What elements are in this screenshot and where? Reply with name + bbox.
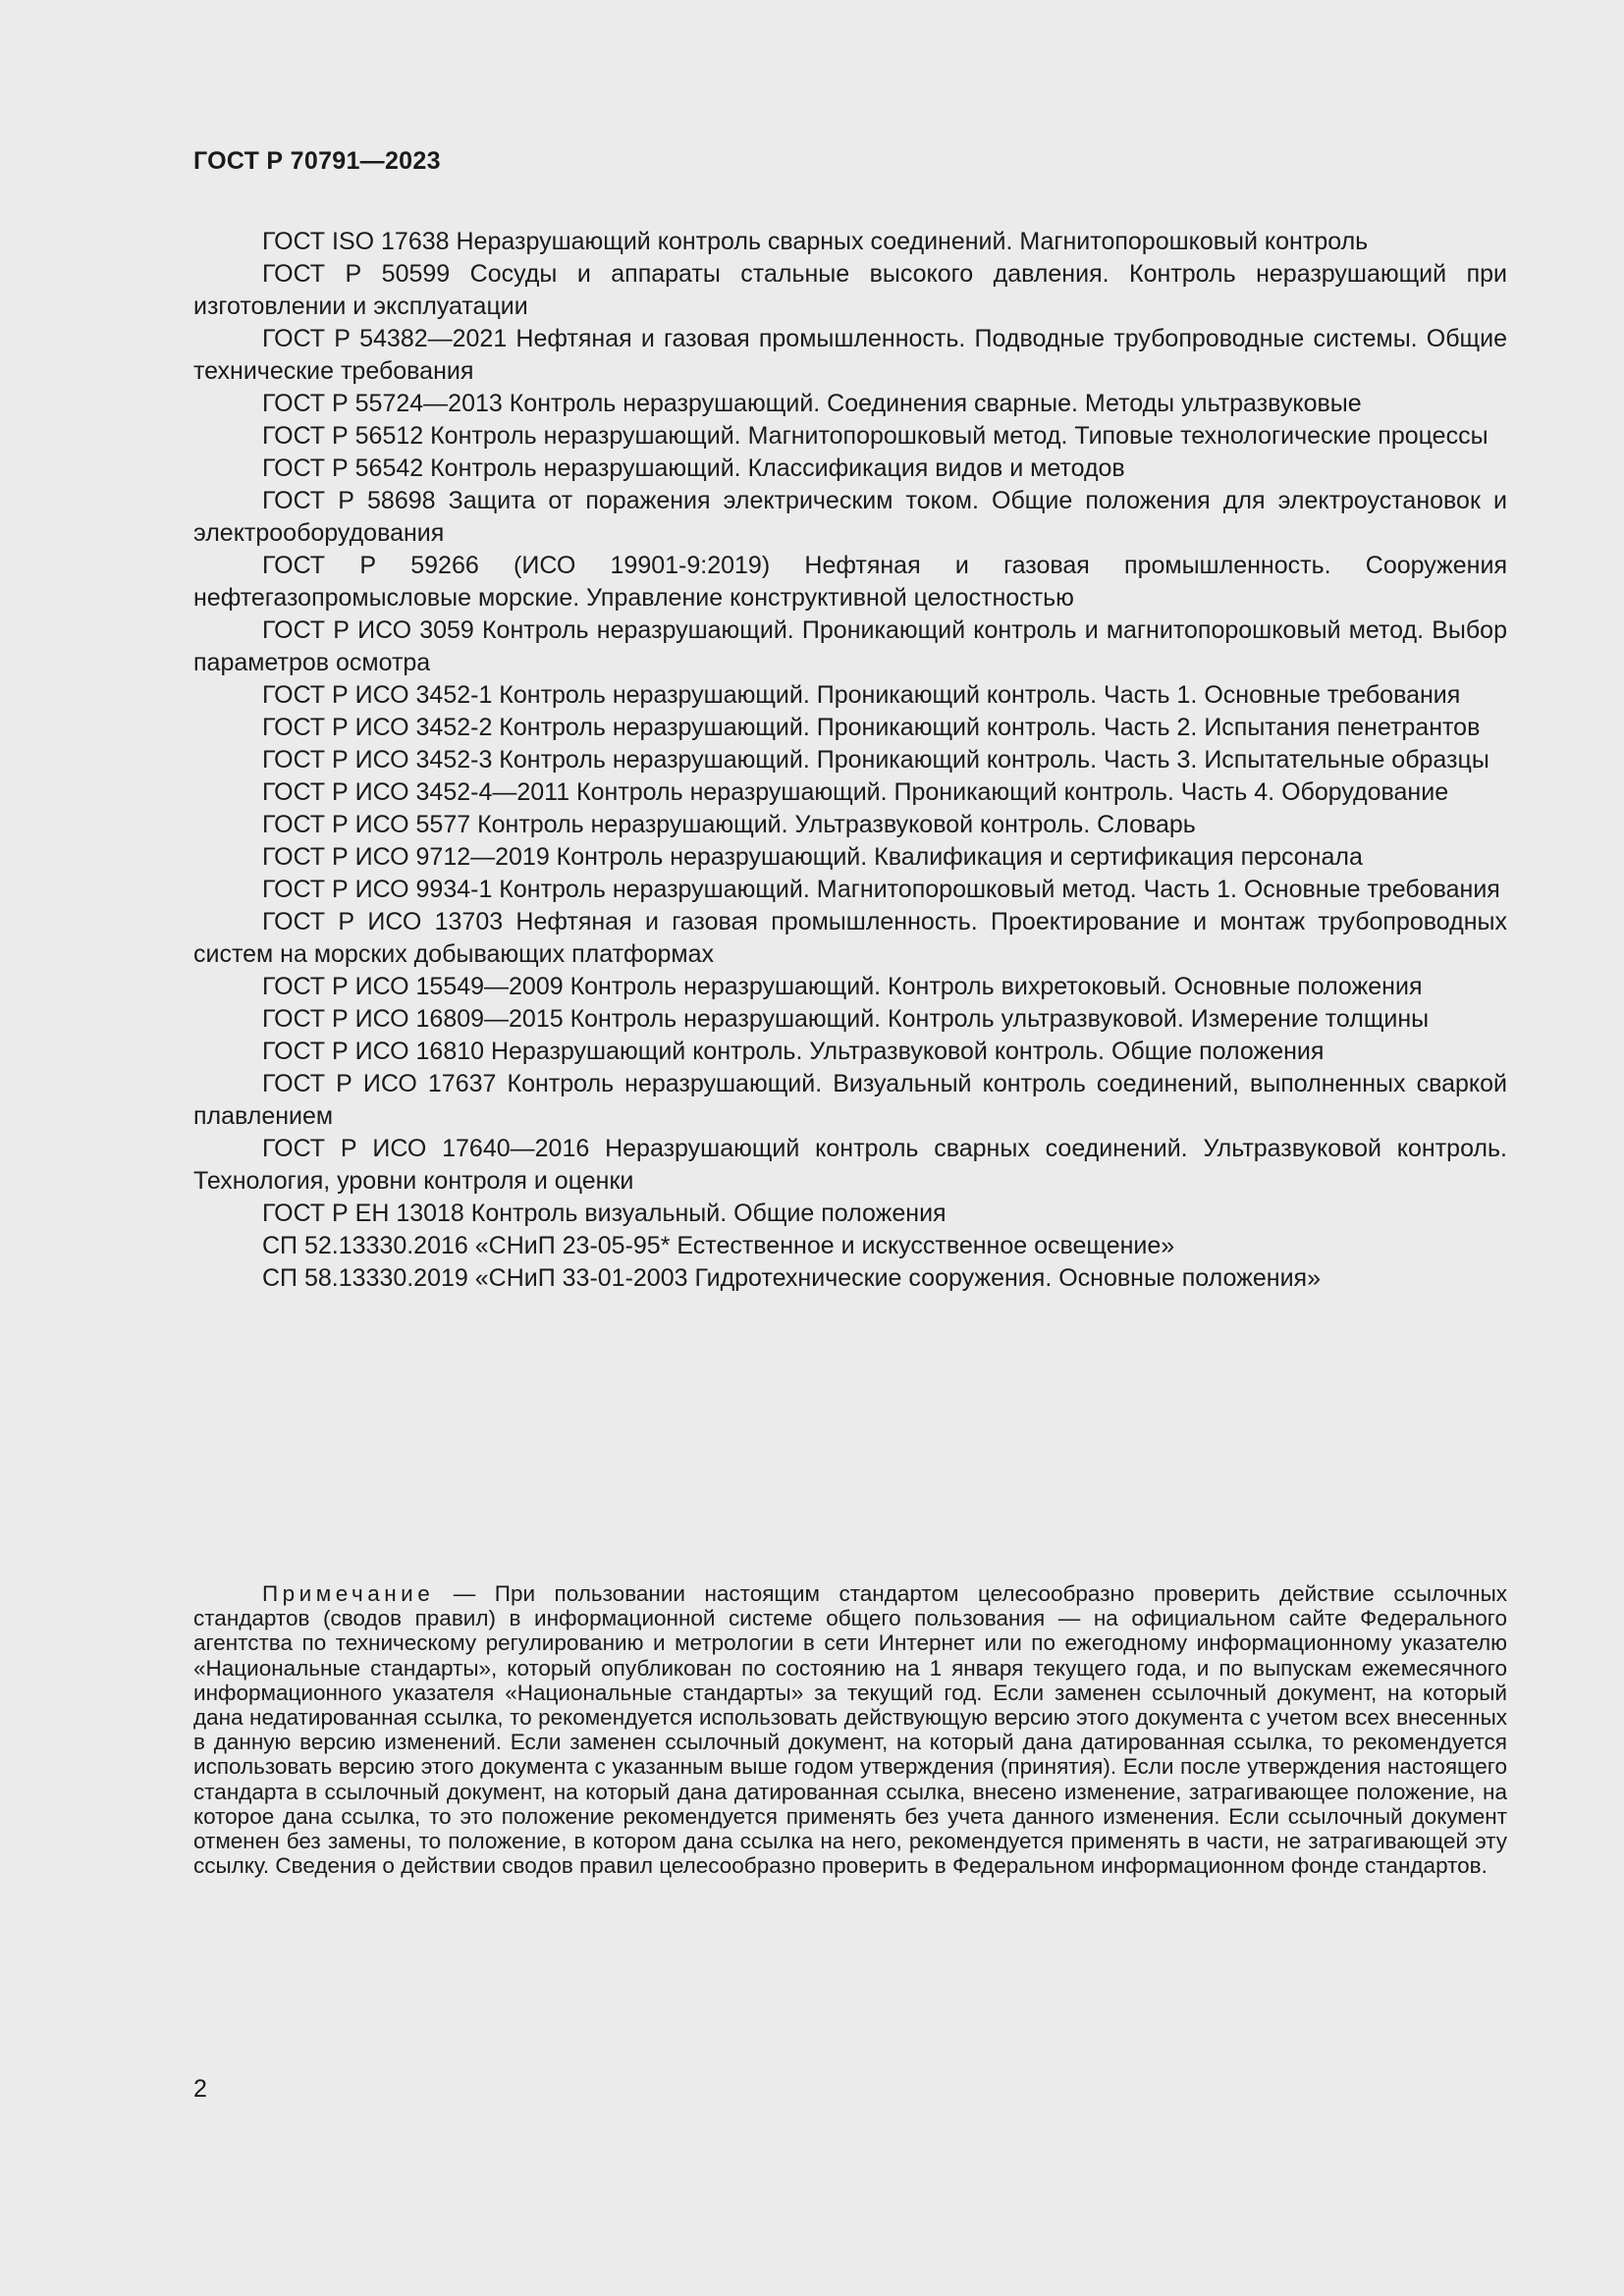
- reference-item: ГОСТ Р ИСО 9712—2019 Контроль неразрушающий. Квалификация и сертификация персонала: [262, 843, 1363, 871]
- reference-item: ГОСТ Р 54382—2021 Нефтяная и газовая промышленность. Подводные трубопроводные системы. Общие технические требования: [193, 325, 1507, 385]
- page-number: 2: [193, 2075, 207, 2103]
- reference-item: ГОСТ Р ИСО 13703 Нефтяная и газовая промышленность. Проектирование и монтаж трубопроводных систем на морских добывающих платформах: [193, 908, 1507, 968]
- normative-references-list: [193, 226, 1507, 1295]
- note-paragraph: [193, 1581, 1507, 1878]
- reference-item: ГОСТ Р 56542 Контроль неразрушающий. Классификация видов и методов: [262, 454, 1125, 482]
- reference-item: ГОСТ Р ИСО 3452-3 Контроль неразрушающий. Проникающий контроль. Часть 3. Испытательные образцы: [262, 746, 1489, 774]
- reference-item: ГОСТ Р ИСО 15549—2009 Контроль неразрушающий. Контроль вихретоковый. Основные положения: [262, 973, 1423, 1000]
- reference-item: ГОСТ Р ИСО 17637 Контроль неразрушающий. Визуальный контроль соединений, выполненных сваркой плавлением: [193, 1070, 1507, 1130]
- reference-item: ГОСТ Р ИСО 3452-4—2011 Контроль неразрушающий. Проникающий контроль. Часть 4. Оборудование: [262, 778, 1449, 806]
- reference-item: ГОСТ Р ИСО 5577 Контроль неразрушающий. Ультразвуковой контроль. Словарь: [262, 811, 1196, 838]
- reference-item: СП 52.13330.2016 «СНиП 23-05-95* Естественное и искусственное освещение»: [262, 1232, 1175, 1259]
- reference-item: ГОСТ Р 50599 Сосуды и аппараты стальные высокого давления. Контроль неразрушающий при изготовлении и эксплуатации: [193, 260, 1507, 320]
- document-designation: ГОСТ Р 70791—2023: [193, 147, 441, 175]
- reference-item: ГОСТ Р 58698 Защита от поражения электрическим током. Общие положения для электроустановок и электрооборудования: [193, 487, 1507, 547]
- reference-item: ГОСТ Р ИСО 9934-1 Контроль неразрушающий. Магнитопорошковый метод. Часть 1. Основные требования: [262, 876, 1500, 903]
- reference-item: ГОСТ Р 59266 (ИСО 19901-9:2019) Нефтяная и газовая промышленность. Сооружения нефтегазопромысловые морские. Управление конструктивной целостностью: [193, 552, 1507, 612]
- reference-item: ГОСТ Р ИСО 16810 Неразрушающий контроль. Ультразвуковой контроль. Общие положения: [262, 1038, 1325, 1065]
- reference-item: СП 58.13330.2019 «СНиП 33-01-2003 Гидротехнические сооружения. Основные положения»: [262, 1264, 1321, 1292]
- note-label: Примечание: [262, 1581, 435, 1606]
- note-dash: —: [434, 1581, 495, 1606]
- note-text: При пользовании настоящим стандартом целесообразно проверить действие ссылочных стандартов (сводов правил) в информационной системе общего пользования — на официальном сайте Федерального агентства по техническому регулированию и метрологии в сети Интернет или по ежегодному информационному указателю «Национальные стандарты», который опубликован по состоянию на 1 января текущего года, и по выпускам ежемесячного информационного указателя «Национальные стандарты» за текущий год. Если заменен ссылочный документ, на который дана недатированная ссылка, то рекомендуется использовать действующую версию этого документа с учетом всех внесенных в данную версию изменений. Если заменен ссылочный документ, на который дана датированная ссылка, то рекомендуется использовать версию этого документа с указанным выше годом утверждения (принятия). Если после утверждения настоящего стандарта в ссылочный документ, на который дана датированная ссылка, внесено изменение, затрагивающее положение, на которое дана ссылка, то это положение рекомендуется применять без учета данного изменения. Если ссылочный документ отменен без замены, то положение, в котором дана ссылка на него, рекомендуется применять в части, не затрагивающей эту ссылку. Сведения о действии сводов правил целесообразно проверить в Федеральном информационном фонде стандартов.: [193, 1581, 1507, 1879]
- reference-item: ГОСТ Р 56512 Контроль неразрушающий. Магнитопорошковый метод. Типовые технологические процессы: [262, 422, 1489, 450]
- reference-item: ГОСТ Р 55724—2013 Контроль неразрушающий. Соединения сварные. Методы ультразвуковые: [262, 390, 1362, 417]
- reference-item: ГОСТ Р ИСО 3452-1 Контроль неразрушающий. Проникающий контроль. Часть 1. Основные требования: [262, 681, 1461, 709]
- reference-item: ГОСТ Р ИСО 16809—2015 Контроль неразрушающий. Контроль ультразвуковой. Измерение толщины: [262, 1005, 1430, 1033]
- reference-item: ГОСТ Р ИСО 3059 Контроль неразрушающий. Проникающий контроль и магнитопорошковый метод. Выбор параметров осмотра: [193, 616, 1507, 676]
- reference-item: ГОСТ Р ИСО 3452-2 Контроль неразрушающий. Проникающий контроль. Часть 2. Испытания пенетрантов: [262, 714, 1481, 741]
- reference-item: ГОСТ ISO 17638 Неразрушающий контроль сварных соединений. Магнитопорошковый контроль: [262, 228, 1369, 255]
- reference-item: ГОСТ Р ИСО 17640—2016 Неразрушающий контроль сварных соединений. Ультразвуковой контроль. Технология, уровни контроля и оценки: [193, 1135, 1507, 1195]
- reference-item: ГОСТ Р ЕН 13018 Контроль визуальный. Общие положения: [262, 1200, 947, 1227]
